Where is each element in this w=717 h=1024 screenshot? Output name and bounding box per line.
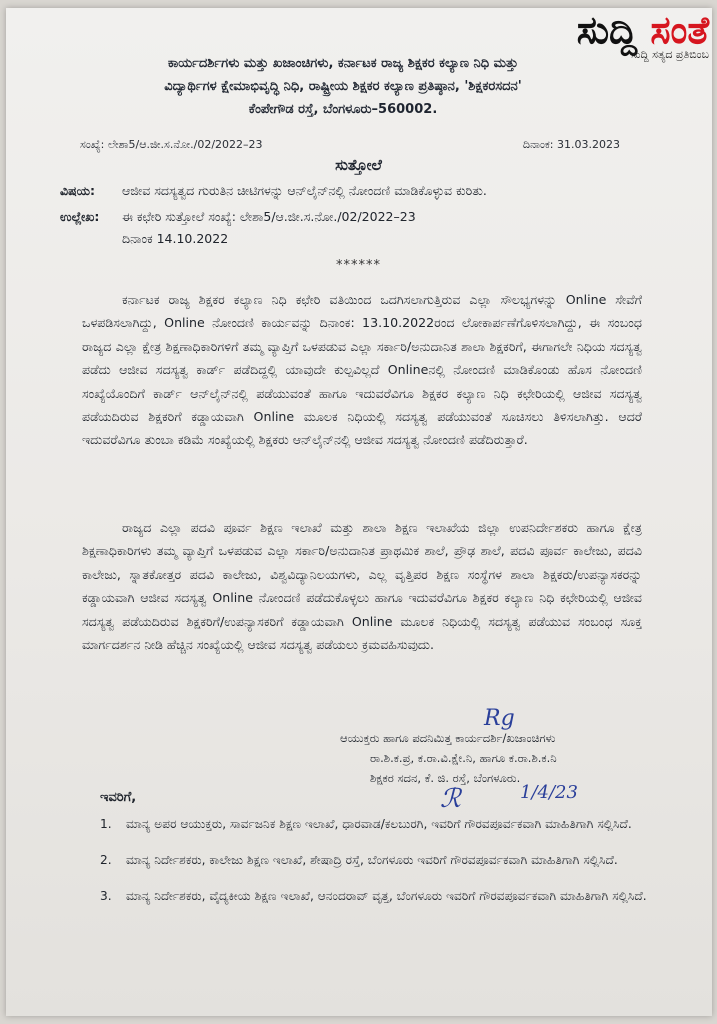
body-paragraph-1: ಕರ್ನಾಟಕ ರಾಜ್ಯ ಶಿಕ್ಷಕರ ಕಲ್ಯಾಣ ನಿಧಿ ಕಛೇರಿ ವತಿಯಿಂದ ಒದಗಿಸಲಾಗುತ್ತಿರುವ ಎಲ್ಲಾ ಸೌಲಭ್ಯಗಳನ್ನು Online ಸೇವೆಗೆ ಒಳಪಡಿಸಲಾಗಿದ್ದು, Online ನೋಂದಣಿ ಕಾರ್ಯವನ್ನು ದಿನಾಂಕ: 13.10.2022ರಂದ ಲೋಕಾರ್ಪಣೆಗೊಳಿಸಲಾಗಿದ್ದು, ಈ ಸಂಬಂಧ ರಾಜ್ಯದ ಎಲ್ಲಾ ಕ್ಷೇತ್ರ ಶಿಕ್ಷಣಾಧಿಕಾರಿಗಳಿಗೆ ತಮ್ಮ ವ್ಯಾಪ್ತಿಗೆ ಒಳಪಡುವ ಎಲ್ಲಾ ಸರ್ಕಾರಿ/ಅನುದಾನಿತ ಶಾಲಾ ಶಿಕ್ಷಕರಿಗೆ, ಈಗಾಗಲೇ ನಿಧಿಯ ಸದಸ್ಯತ್ವ ಪಡೆದು ಆಜೀವ ಸದಸ್ಯತ್ವ ಕಾರ್ಡ್ ಪಡೆದಿದ್ದಲ್ಲಿ ಯಾವುದೇ ಕುಲ್ಪವಿಲ್ಲದೆ Onlineನಲ್ಲಿ ನೋಂದಣಿ ಮಾಡಿಕೊಂಡು ಹೊಸ ನೋಂದಣಿ ಸಂಖ್ಯೆಯೊಂದಿಗೆ ಕಾರ್ಡ್ ಆನ್‌ಲೈನ್‌ನಲ್ಲಿ ಪಡೆಯುವಂತೆ ಹಾಗೂ ಇದುವರೆವಿಗೂ ಶಿಕ್ಷಕರ ಕಲ್ಯಾಣ ನಿಧಿ ಕಛೇರಿಯಲ್ಲಿ ಆಜೀವ ಸದಸ್ಯತ್ವ ಪಡೆಯದಿರುವ ಶಿಕ್ಷಕರಿಗೆ ಕಡ್ಡಾಯವಾಗಿ Online ಮೂಲಕ ನಿಧಿಯಲ್ಲಿ ಸದಸ್ಯತ್ವ ಪಡೆಯುವಂತೆ ಸೂಚಿಸಲು ತಿಳಿಸಲಾಗಿತ್ತು. ಆದರೆ ಇದುವರೆವಿಗೂ ತುಂಬಾ ಕಡಿಮೆ ಸಂಖ್ಯೆಯಲ್ಲಿ ಶಿಕ್ಷಕರು ಆನ್‌ಲೈನ್‌ನಲ್ಲಿ ಆಜೀವ ಸದಸ್ಯತ್ವ ನೋಂದಣಿ ಪಡೆದಿರುತ್ತಾರೆ. [82,292,642,448]
handwritten-date: 1/4/23 [520,782,578,803]
body-paragraph-2: ರಾಜ್ಯದ ಎಲ್ಲಾ ಪದವಿ ಪೂರ್ವ ಶಿಕ್ಷಣ ಇಲಾಖೆ ಮತ್ತು ಶಾಲಾ ಶಿಕ್ಷಣ ಇಲಾಖೆಯ ಜಿಲ್ಲಾ ಉಪನಿರ್ದೇಶಕರು ಹಾಗೂ ಕ್ಷೇತ್ರ ಶಿಕ್ಷಣಾಧಿಕಾರಿಗಳು ತಮ್ಮ ವ್ಯಾಪ್ತಿಗೆ ಒಳಪಡುವ ಎಲ್ಲಾ ಸರ್ಕಾರಿ/ಅನುದಾನಿತ ಪ್ರಾಥಮಿಕ ಶಾಲೆ, ಪ್ರೌಢ ಶಾಲೆ, ಪದವಿ ಪೂರ್ವ ಕಾಲೇಜು, ಪದವಿ ಕಾಲೇಜು, ಸ್ನಾತಕೋತ್ತರ ಪದವಿ ಕಾಲೇಜು, ವಿಶ್ವವಿದ್ಯಾನಿಲಯಗಳು, ಎಲ್ಲ ವೃತ್ತಿಪರ ಶಿಕ್ಷಣ ಸಂಸ್ಥೆಗಳ ಶಾಲಾ ಶಿಕ್ಷಕರು/ಉಪನ್ಯಾಸಕರನ್ನು ಕಡ್ಡಾಯವಾಗಿ ಆಜೀವ ಸದಸ್ಯತ್ವ Online ನೋಂದಣಿ ಪಡೆದುಕೊಳ್ಳಲು ಹಾಗೂ ಇದುವರೆವಿಗೂ ಶಿಕ್ಷಕರ ಕಲ್ಯಾಣ ನಿಧಿ ಕಛೇರಿಯಲ್ಲಿ ಆಜೀವ ಸದಸ್ಯತ್ವ ಪಡೆಯದಿರುವ ಶಿಕ್ಷಕರಿಗೆ/ಉಪನ್ಯಾಸಕರಿಗೆ ಕಡ್ಡಾಯವಾಗಿ Online ಮೂಲಕ ನಿಧಿಯಲ್ಲಿ ಸದಸ್ಯತ್ವ ಪಡೆಯುವ ಸಂಬಂಧ ಸೂಕ್ತ ಮಾರ್ಗದರ್ಶನ ನೀಡಿ ಹೆಚ್ಚಿನ ಸಂಖ್ಯೆಯಲ್ಲಿ ಆಜೀವ ಸದಸ್ಯತ್ವ ಪಡೆಯಲು ಕ್ರಮವಹಿಸುವುದು. [82,520,642,653]
reference-date: ದಿನಾಂಕ 14.10.2022 [122,231,229,246]
copy-to-list [100,814,660,922]
letterhead-line-3: ಕೆಂಪೇಗೌಡ ರಸ್ತೆ, ಬೆಂಗಳೂರು–560002. [248,102,438,117]
logo-word-2: ಸಂತೆ [650,8,709,52]
circular-title: ಸುತ್ತೋಲೆ [335,156,382,174]
list-item: 3. ಮಾನ್ಯ ನಿರ್ದೇಶಕರು, ವೈದ್ಯಕೀಯ ಶಿಕ್ಷಣ ಇಲಾಖೆ, ಆನಂದರಾವ್ ವೃತ್ತ, ಬೆಂಗಳೂರು ಇವರಿಗೆ ಗೌರವಪೂರ್ವಕವಾಗಿ ಮಾಹಿತಿಗಾಗಿ ಸಲ್ಲಿಸಿದೆ. [100,889,647,903]
signature-block [340,728,680,788]
subject-text: ಆಜೀವ ಸದಸ್ಯತ್ವದ ಗುರುತಿನ ಚೀಟಿಗಳನ್ನು ಆನ್‌ಲೈನ್‌ನಲ್ಲಿ ನೋಂದಣಿ ಮಾಡಿಕೊಳ್ಳುವ ಕುರಿತು. [122,183,487,198]
logo-tagline: ಸುದ್ದಿ ಸತ್ಯದ ಪ್ರತಿಬಿಂಬ [631,48,709,61]
letterhead [108,52,578,121]
signature-line-1: ಆಯುಕ್ತರು ಹಾಗೂ ಪದನಿಮಿತ್ತ ಕಾರ್ಯದರ್ಶಿ/ಖಜಾಂಚಿಗಳು [340,731,556,745]
reference-label: ಉಲ್ಲೇಖ: [60,209,100,224]
signature-initials: Rg [484,706,515,731]
watermark-logo [577,10,709,62]
circular-date: ದಿನಾಂಕ: 31.03.2023 [522,138,620,151]
subject-block [60,180,660,250]
signature-line-2: ರಾ.ಶಿ.ಕ.ಪ್ರ, ಕ.ರಾ.ವಿ.ಕ್ಷೇ.ನಿ, ಹಾಗೂ ಕ.ರಾ.ಶಿ.ಕ.ನಿ [370,751,557,765]
logo-word-1: ಸುದ್ದಿ [576,8,638,52]
subject-label: ವಿಷಯ: [60,183,95,198]
list-item: 1. ಮಾನ್ಯ ಅಪರ ಆಯುಕ್ತರು, ಸಾರ್ವಜನಿಕ ಶಿಕ್ಷಣ ಇಲಾಖೆ, ಧಾರವಾಡ/ಕಲಬುರಗಿ, ಇವರಿಗೆ ಗೌರವಪೂರ್ವಕವಾಗಿ ಮಾಹಿತಿಗಾಗಿ ಸಲ್ಲಿಸಿದೆ. [100,817,632,831]
reference-line [80,138,620,152]
signature-scrawl: ℛ [440,784,461,814]
reference-number: ಸಂಖ್ಯೆ: ಲೇಶಾ5/ಆ.ಜೀ.ಸ.ನೋ./02/2022–23 [80,138,263,151]
copy-to-heading: ಇವರಿಗೆ, [100,790,137,805]
list-item: 2. ಮಾನ್ಯ ನಿರ್ದೇಶಕರು, ಕಾಲೇಜು ಶಿಕ್ಷಣ ಇಲಾಖೆ, ಶೇಷಾದ್ರಿ ರಸ್ತೆ, ಬೆಂಗಳೂರು ಇವರಿಗೆ ಗೌರವಪೂರ್ವಕವಾಗಿ ಮಾಹಿತಿಗಾಗಿ ಸಲ್ಲಿಸಿದೆ. [100,853,618,867]
letterhead-line-2: ವಿದ್ಯಾರ್ಥಿಗಳ ಕ್ಷೇಮಾಭಿವೃದ್ಧಿ ನಿಧಿ, ರಾಷ್ಟ್ರೀಯ ಶಿಕ್ಷಕರ ಕಲ್ಯಾಣ ಪ್ರತಿಷ್ಠಾನ, 'ಶಿಕ್ಷಕರಸದನ' [164,79,522,94]
reference-text: ಈ ಕಛೇರಿ ಸುತ್ತೋಲೆ ಸಂಖ್ಯೆ: ಲೇಶಾ5/ಆ.ಜೀ.ಸ.ನೋ./02/2022–23 [122,209,416,224]
separator-stars: ****** [336,258,381,273]
signature-line-3: ಶಿಕ್ಷಕರ ಸದನ, ಕೆ. ಜಿ. ರಸ್ತೆ, ಬೆಂಗಳೂರು. [370,771,521,785]
letterhead-line-1: ಕಾರ್ಯದರ್ಶಿಗಳು ಮತ್ತು ಖಜಾಂಚಿಗಳು, ಕರ್ನಾಟಕ ರಾಜ್ಯ ಶಿಕ್ಷಕರ ಕಲ್ಯಾಣ ನಿಧಿ ಮತ್ತು [167,56,519,71]
